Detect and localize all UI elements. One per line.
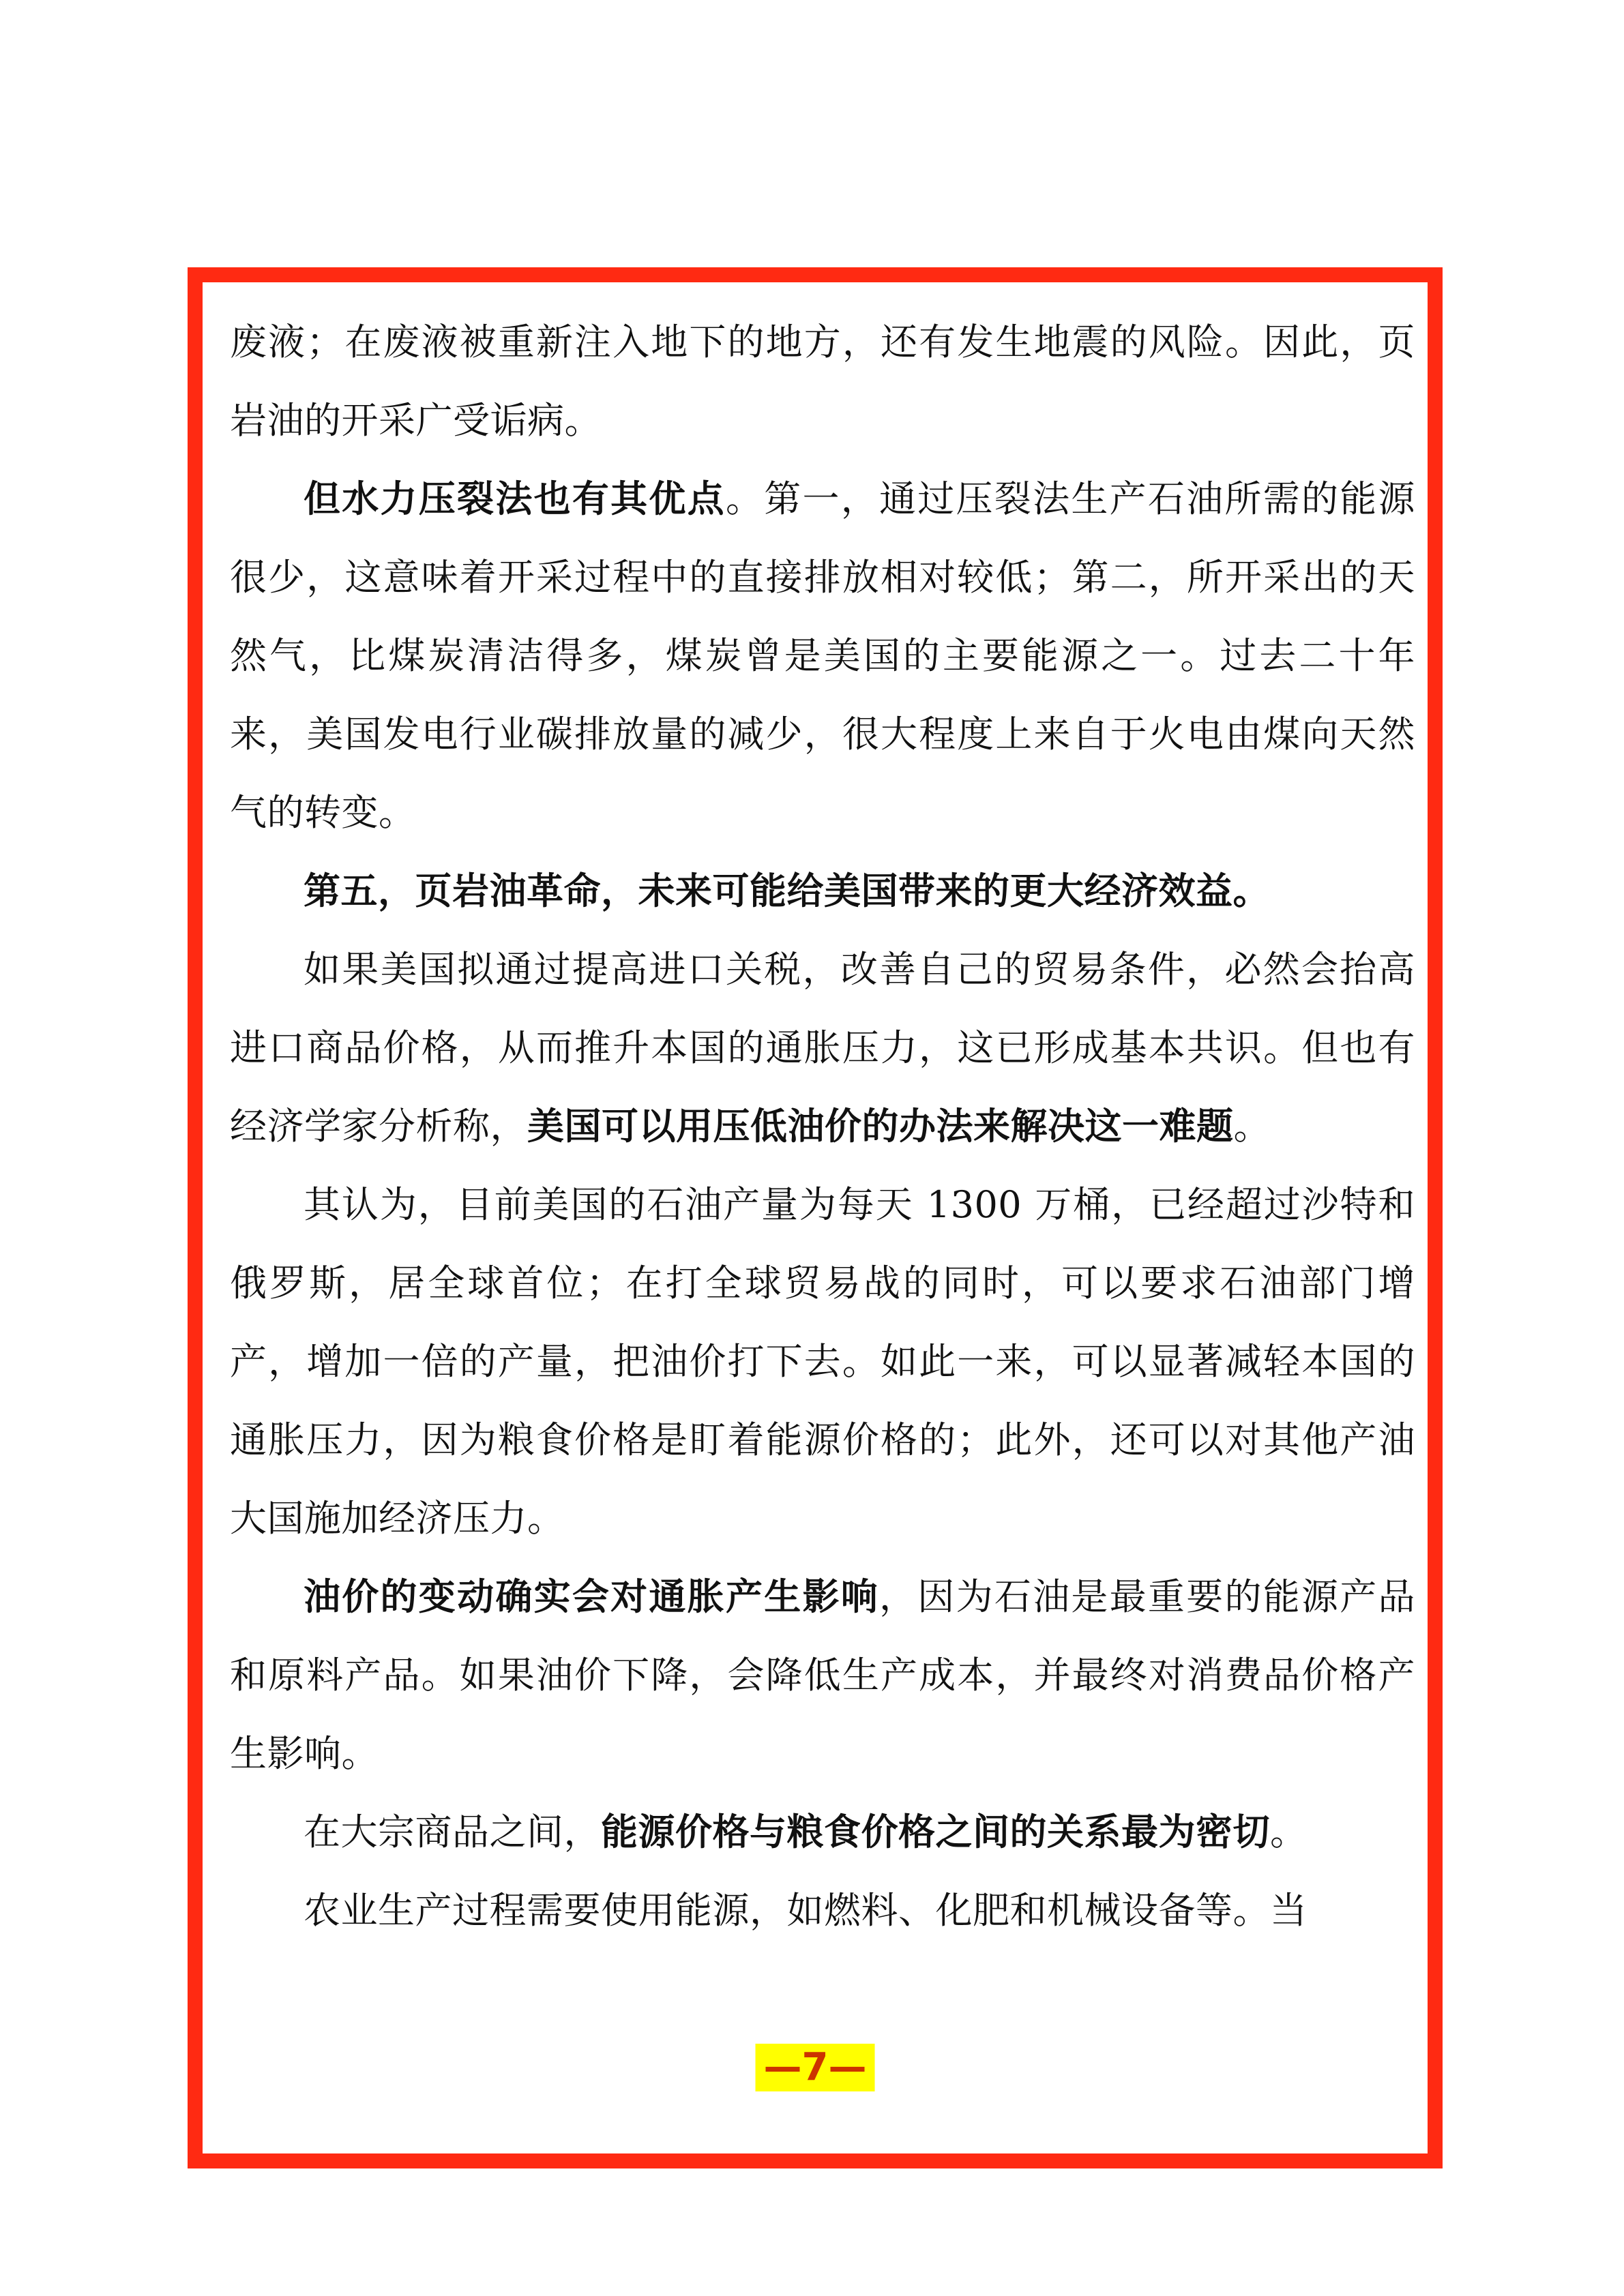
paragraph <box>230 1793 1415 1871</box>
text-segment: 如果美国拟通过提高进口关税，改善自己的贸易条件，必然会抬高进口商品价格，从而推升本国的通胀压力，这已形成基本共识。但也有经济学家分析称， <box>230 948 1415 1148</box>
text-segment: 农业生产过程需要使用能源，如燃料、化肥和机械设备等。当 <box>304 1889 1308 1932</box>
text-segment: 。第一，通过压裂法生产石油所需的能源很少，这意味着开采过程中的直接排放相对较低；第二，所开采出的天然气，比煤炭清洁得多，煤炭曾是美国的主要能源之一。过去二十年来，美国发电行业碳排放量的减少，很大程度上来自于火电由煤向天然气的转变。 <box>230 477 1416 834</box>
bold-text-segment: 能源价格与粮食价格之间的关系最为密切 <box>601 1810 1270 1853</box>
paragraph <box>230 303 1415 460</box>
page-number: —7— <box>756 2044 875 2091</box>
text-segment: ，因为石油是最重要的能源产品和原料产品。如果油价下降，会降低生产成本，并最终对消费品价格产生影响。 <box>230 1575 1416 1775</box>
text-segment: 。 <box>1233 1105 1271 1148</box>
text-segment: 在大宗商品之间， <box>304 1810 601 1853</box>
paragraph <box>230 460 1415 852</box>
paragraph <box>230 1557 1415 1793</box>
bold-text-segment: 第五，页岩油革命，未来可能给美国带来的更大经济效益。 <box>304 869 1270 912</box>
paragraph <box>230 1165 1415 1557</box>
paragraph <box>230 1871 1415 1950</box>
document-body <box>230 303 1415 1950</box>
document-border-frame <box>188 267 1443 2168</box>
text-segment: 其认为，目前美国的石油产量为每天 1300 万桶，已经超过沙特和俄罗斯，居全球首位；在打全球贸易战的同时，可以要求石油部门增产，增加一倍的产量，把油价打下去。如此一来，可以显著减轻本国的通胀压力，因为粮食价格是盯着能源价格的；此外，还可以对其他产油大国施加经济压力。 <box>230 1183 1415 1540</box>
bold-text-segment: 油价的变动确实会对通胀产生影响 <box>304 1575 880 1618</box>
text-segment: 废液；在废液被重新注入地下的地方，还有发生地震的风险。因此，页岩油的开采广受诟病。 <box>230 320 1415 442</box>
section-heading <box>230 852 1415 930</box>
text-segment: 。 <box>1270 1810 1308 1853</box>
paragraph <box>230 930 1415 1165</box>
bold-text-segment: 美国可以用压低油价的办法来解决这一难题 <box>527 1104 1234 1148</box>
bold-text-segment: 但水力压裂法也有其优点 <box>304 477 726 520</box>
